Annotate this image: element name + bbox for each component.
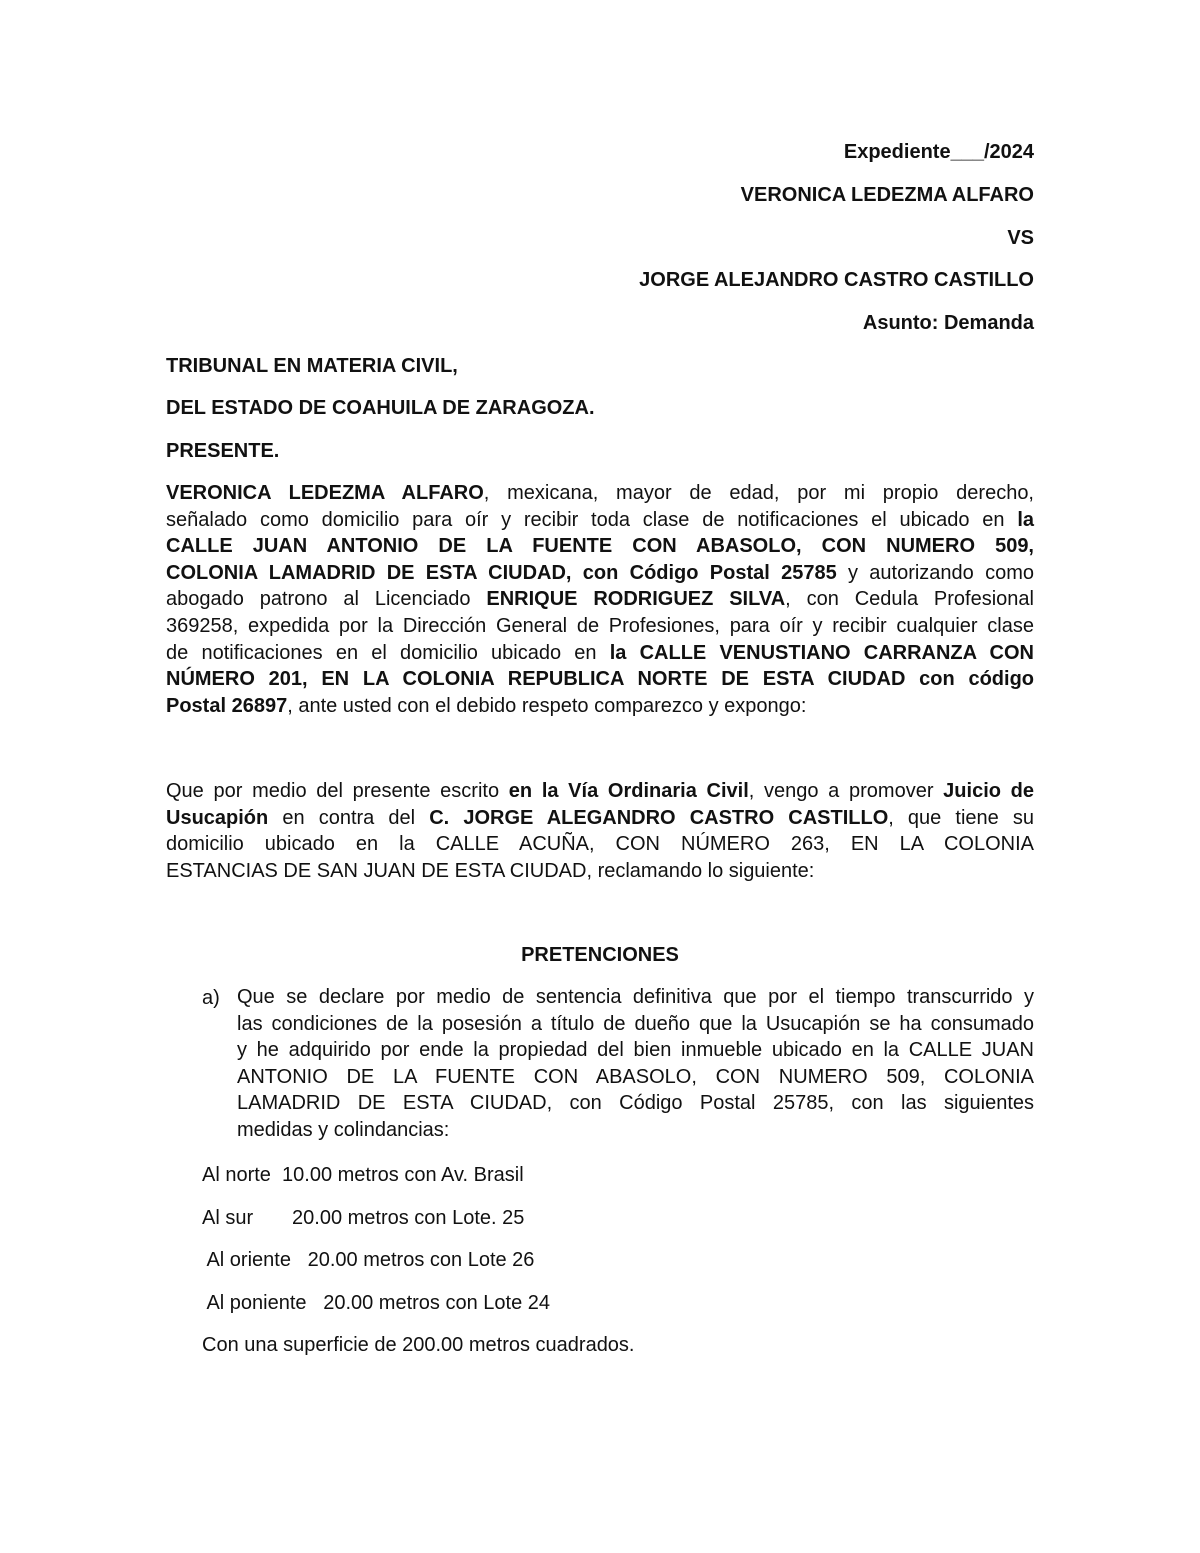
intro-text: y autorizando como [836,561,1034,584]
plaintiff-name-inline: VERONICA LEDEZMA ALFARO [166,482,484,504]
subject-line: Asunto: Demanda [862,312,1034,334]
intro-line [166,693,1034,720]
intro-line [166,560,1034,587]
boundary-west: Al poniente 20.00 metros con Lote 24 [202,1292,551,1314]
list-item-line: Que se declare por medio de sentencia definitiva que por el tiempo transcurrido y [237,986,1034,1008]
promotion-line [166,805,1034,832]
promotion-line: domicilio ubicado en la CALLE ACUÑA, CON NÚMERO 263, EN LA COLONIA [166,833,1034,856]
total-area: Con una superficie de 200.00 metros cuadrados. [202,1334,635,1356]
intro-text: abogado patrono al Licenciado [166,588,487,611]
promotion-text: Que por medio del presente escrito [166,780,509,802]
promotion-text: , vengo a promover [748,780,944,802]
versus-label: VS [1007,227,1034,249]
court-name: TRIBUNAL EN MATERIA CIVIL, [166,355,458,377]
intro-line [166,586,1034,613]
boundary-south: Al sur 20.00 metros con Lote. 25 [202,1207,525,1229]
lawyer-name: ENRIQUE RODRIGUEZ SILVA [486,588,786,611]
intro-line: 369258, expedida por la Dirección General de Profesiones, para oír y recibir cualquier clase [166,614,1034,637]
plaintiff-name: VERONICA LEDEZMA ALFARO [740,184,1034,206]
present-label: PRESENTE. [166,440,280,462]
defendant-name: JORGE ALEJANDRO CASTRO CASTILLO [639,269,1034,291]
court-state: DEL ESTADO DE COAHUILA DE ZARAGOZA. [166,397,595,419]
intro-bold: la CALLE VENUSTIANO CARRANZA CON [609,641,1034,664]
intro-text: , con Cedula Profesional [785,588,1034,611]
intro-text: , ante usted con el debido respeto comparezco y expongo: [287,694,807,717]
intro-text: de notificaciones en el domicilio ubicado en [166,641,610,664]
promotion-text: en contra del [268,806,430,829]
promotion-line [166,778,1034,805]
intro-line [166,480,1034,507]
boundary-north: Al norte 10.00 metros con Av. Brasil [202,1164,524,1186]
intro-bold: COLONIA LAMADRID DE ESTA CIUDAD, con Código Postal 25785 [166,561,837,584]
intro-line [166,507,1034,534]
promotion-line: ESTANCIAS DE SAN JUAN DE ESTA CIUDAD, reclamando lo siguiente: [166,859,815,882]
promotion-bold: Usucapión [166,806,269,829]
intro-paragraph [166,480,1034,719]
list-item-line: medidas y colindancias: [237,1118,450,1141]
intro-text: , mexicana, mayor de edad, por mi propio derecho, [483,482,1034,504]
promotion-text: , que tiene su [888,806,1035,829]
intro-line: CALLE JUAN ANTONIO DE LA FUENTE CON ABASOLO, CON NUMERO 509, [166,535,1034,558]
intro-bold: la [1017,508,1034,531]
intro-line [166,640,1034,667]
list-marker: a) [202,987,220,1009]
promotion-paragraph [166,778,1034,884]
intro-bold: Postal 26897 [166,694,288,717]
list-item-line: las condiciones de la posesión a título de dueño que la Usucapión se ha consumado [237,1012,1034,1035]
intro-text: señalado como domicilio para oír y recibir toda clase de notificaciones el ubicado en [166,508,1018,531]
list-item-a [237,984,1034,1144]
list-item-line: LAMADRID DE ESTA CIUDAD, con Código Postal 25785, con las siguientes [237,1092,1034,1115]
expediente-number: Expediente___/2024 [843,141,1034,163]
section-title: PRETENCIONES [521,944,679,966]
boundary-east: Al oriente 20.00 metros con Lote 26 [202,1249,535,1271]
intro-line: NÚMERO 201, EN LA COLONIA REPUBLICA NORTE DE ESTA CIUDAD con código [166,668,1034,691]
promotion-bold: Juicio de [943,780,1034,802]
defendant-name-inline: C. JORGE ALEGANDRO CASTRO CASTILLO [429,806,889,829]
list-item-line: y he adquirido por ende la propiedad del bien inmueble ubicado en la CALLE JUAN [237,1039,1034,1062]
promotion-bold: en la Vía Ordinaria Civil [508,780,749,802]
list-item-line: ANTONIO DE LA FUENTE CON ABASOLO, CON NUMERO 509, COLONIA [237,1065,1034,1088]
